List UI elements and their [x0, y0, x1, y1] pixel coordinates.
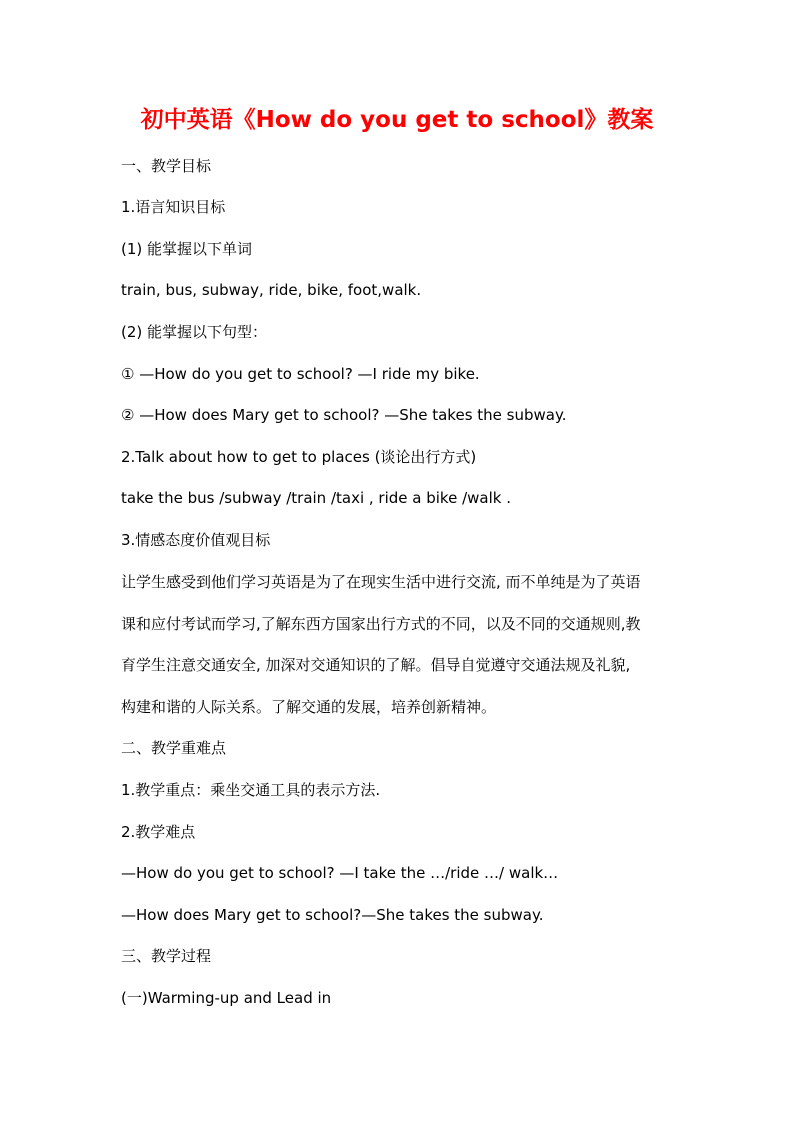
- section-heading-objectives: 一、教学目标: [121, 157, 212, 175]
- sentence-pattern-2: ② —How does Mary get to school? —She takes the subway.: [121, 406, 567, 424]
- difficult-point-example-1: —How do you get to school? —I take the …/ride …/ walk…: [121, 864, 559, 882]
- subheading-talk-about-places: 2.Talk about how to get to places (谈论出行方式): [121, 448, 477, 466]
- process-step-warming-up: (一)Warming-up and Lead in: [121, 989, 332, 1007]
- paragraph-line-4: 构建和谐的人际关系。了解交通的发展，培养创新精神。: [121, 698, 497, 716]
- difficult-point-example-2: —How does Mary get to school?—She takes the subway.: [121, 906, 544, 924]
- paragraph-line-2: 课和应付考试而学习,了解东西方国家出行方式的不同，以及不同的交通规则,教: [121, 615, 641, 633]
- section-heading-key-points: 二、教学重难点: [121, 739, 227, 757]
- difficult-point-heading: 2.教学难点: [121, 823, 196, 841]
- key-point-item: 1.教学重点：乘坐交通工具的表示方法.: [121, 781, 381, 799]
- section-heading-process: 三、教学过程: [121, 947, 212, 965]
- vocabulary-list: train, bus, subway, ride, bike, foot,walk.: [121, 281, 422, 299]
- subheading-language-knowledge: 1.语言知识目标: [121, 198, 226, 216]
- item-sentence-patterns-heading: (2) 能掌握以下句型：: [121, 323, 268, 341]
- sentence-pattern-1: ① —How do you get to school? —I ride my bike.: [121, 365, 480, 383]
- page-title: 初中英语《How do you get to school》教案: [140, 107, 654, 133]
- transport-phrases: take the bus /subway /train /taxi , ride a bike /walk .: [121, 489, 511, 507]
- subheading-emotional-goals: 3.情感态度价值观目标: [121, 531, 271, 549]
- item-vocabulary-heading: (1) 能掌握以下单词: [121, 240, 253, 258]
- paragraph-line-3: 育学生注意交通安全, 加深对交通知识的了解。倡导自觉遵守交通法规及礼貌,: [121, 656, 631, 674]
- paragraph-line-1: 让学生感受到他们学习英语是为了在现实生活中进行交流, 而不单纯是为了英语: [121, 573, 641, 591]
